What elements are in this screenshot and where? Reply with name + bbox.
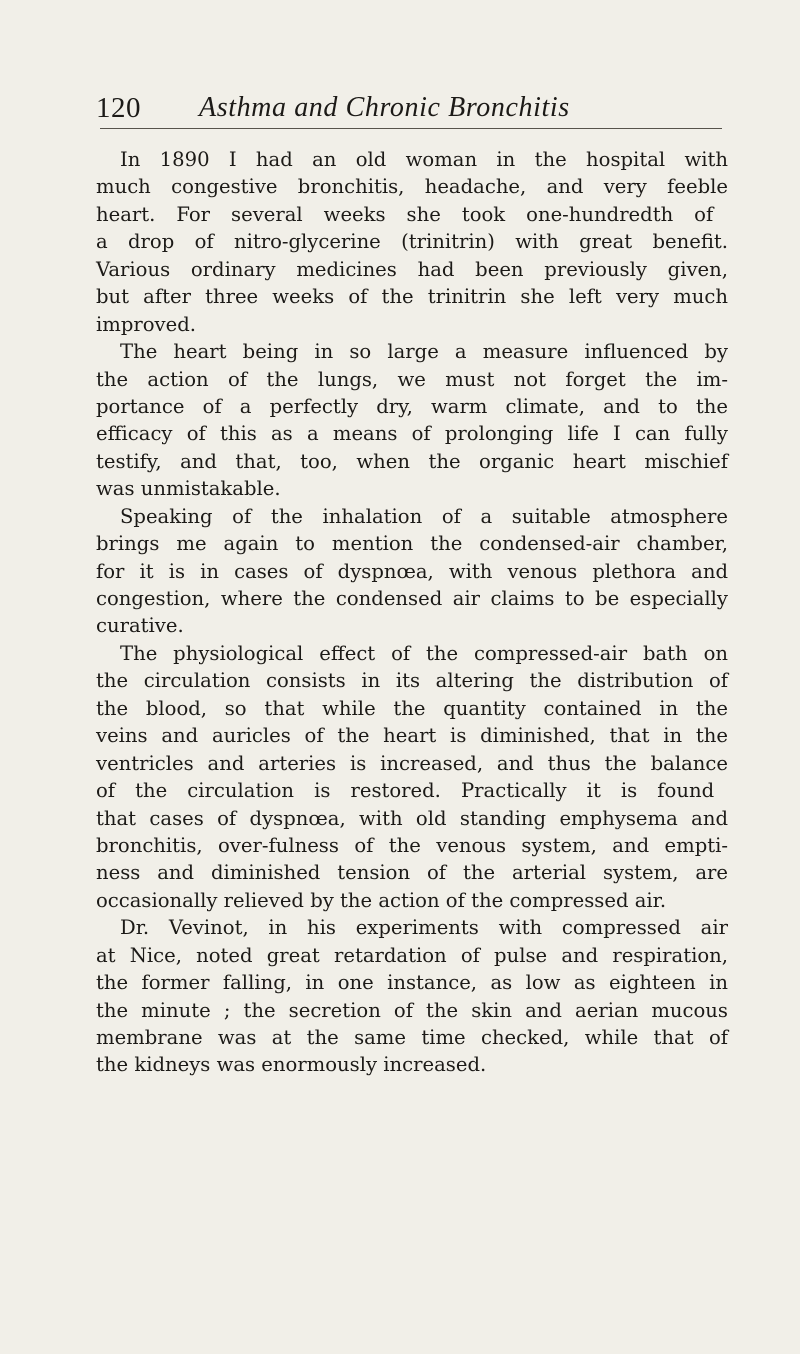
body-text bbox=[96, 146, 728, 1079]
page-number: 120 bbox=[96, 92, 141, 124]
text-line: congestion, where the condensed air claims to be especially bbox=[96, 587, 728, 610]
text-line: portance of a perfectly dry, warm climate, and to the bbox=[96, 394, 728, 418]
text-line: the former falling, in one instance, as low as eighteen in bbox=[96, 971, 728, 995]
running-title: Asthma and Chronic Bronchitis bbox=[199, 92, 570, 123]
text-line: membrane was at the same time checked, while that of bbox=[96, 1026, 728, 1049]
text-line: Speaking of the inhalation of a suitable atmosphere bbox=[120, 504, 728, 528]
text-line: efficacy of this as a means of prolonging life I can fully bbox=[96, 422, 728, 446]
text-line: the circulation consists in its altering the distribution of bbox=[96, 669, 728, 693]
text-line: but after three weeks of the trinitrin she left very much bbox=[96, 285, 728, 309]
text-line: the kidneys was enormously increased. bbox=[96, 1053, 487, 1077]
text-line: testify, and that, too, when the organic heart mischief bbox=[96, 449, 728, 473]
text-line: was unmistakable. bbox=[96, 477, 281, 501]
text-line: occasionally relieved by the action of the compressed air. bbox=[96, 888, 667, 912]
text-line: a drop of nitro-glycerine (trinitrin) with great benefit. bbox=[96, 230, 728, 254]
text-line: Dr. Vevinot, in his experiments with compressed air bbox=[120, 916, 728, 940]
text-line: of the circulation is restored. Practically it is found bbox=[96, 779, 715, 803]
page-header bbox=[96, 92, 726, 132]
header-rule bbox=[100, 128, 722, 129]
text-line: much congestive bronchitis, headache, and very feeble bbox=[96, 175, 728, 199]
text-line: ness and diminished tension of the arterial system, are bbox=[96, 861, 728, 885]
text-line: for it is in cases of dyspnœa, with venous plethora and bbox=[96, 559, 728, 583]
text-line: In 1890 I had an old woman in the hospital with bbox=[120, 148, 728, 171]
text-line: improved. bbox=[96, 312, 196, 336]
text-line: brings me again to mention the condensed-air chamber, bbox=[96, 532, 728, 556]
text-line: curative. bbox=[96, 614, 184, 638]
text-line: The heart being in so large a measure influenced by bbox=[120, 340, 728, 364]
text-line: The physiological effect of the compressed-air bath on bbox=[120, 641, 728, 665]
text-line: bronchitis, over-fulness of the venous system, and empti- bbox=[96, 833, 728, 857]
text-line: heart. For several weeks she took one-hundredth of bbox=[96, 202, 714, 226]
text-line: the minute ; the secretion of the skin and aerian mucous bbox=[96, 998, 728, 1022]
text-line: the action of the lungs, we must not forget the im- bbox=[96, 367, 728, 391]
text-line: ventricles and arteries is increased, and thus the balance bbox=[96, 751, 728, 775]
text-line: at Nice, noted great retardation of pulse and respiration, bbox=[96, 943, 728, 967]
text-line: that cases of dyspnœa, with old standing emphysema and bbox=[96, 806, 728, 830]
text-line: Various ordinary medicines had been previously given, bbox=[96, 257, 728, 281]
text-line: the blood, so that while the quantity contained in the bbox=[96, 696, 728, 720]
text-line: veins and auricles of the heart is diminished, that in the bbox=[96, 724, 728, 748]
